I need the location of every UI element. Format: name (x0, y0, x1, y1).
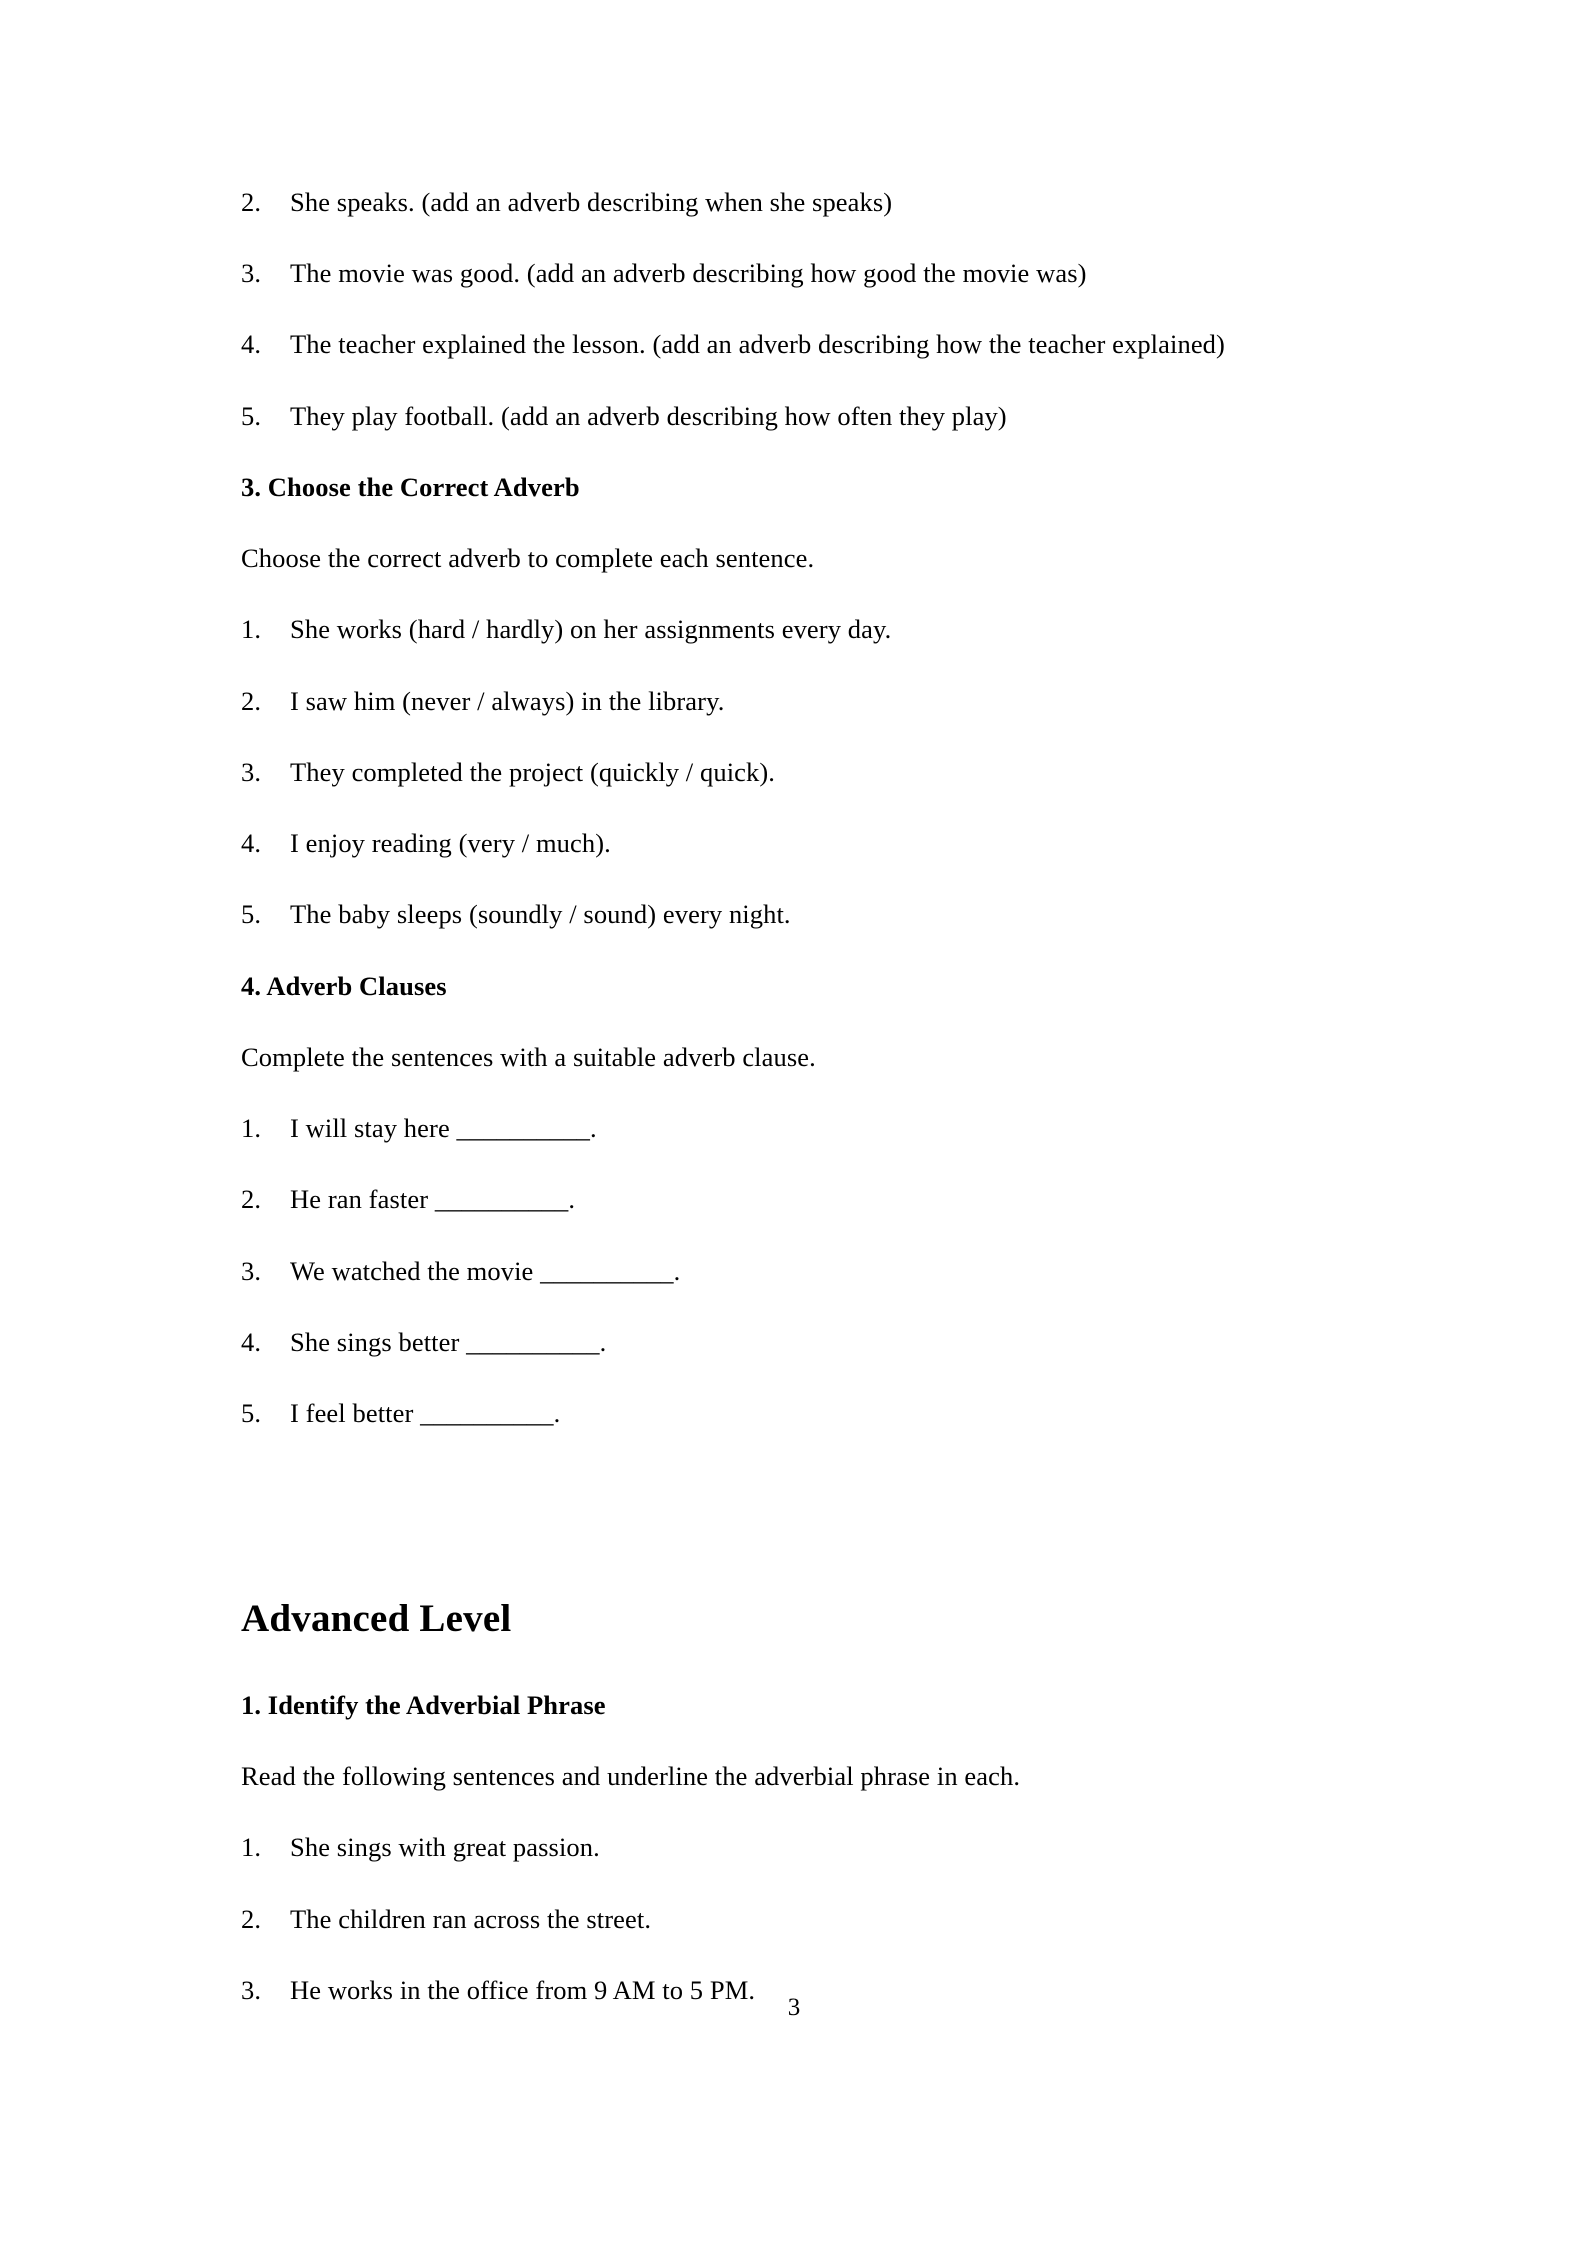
list-item-marker: 2. (241, 1184, 262, 1215)
list-item (241, 755, 1351, 790)
list-item (241, 256, 1351, 291)
page-content (241, 185, 1351, 2044)
list-item-text-with-blank: I feel better __________. (290, 1397, 561, 1428)
section-instruction-choose-adverb: Choose the correct adverb to complete each sentence. (241, 543, 815, 574)
list-item-marker: 5. (241, 1397, 262, 1428)
list-item-marker: 4. (241, 329, 262, 360)
list-item-text: The movie was good. (add an adverb describing how good the movie was) (290, 258, 1087, 289)
list-item-text: He works in the office from 9 AM to 5 PM. (290, 1974, 756, 2005)
section-heading-identify-adverbial-phrase: 1. Identify the Adverbial Phrase (241, 1689, 606, 1720)
list-item (241, 1396, 1351, 1431)
section-instruction-adverb-clauses: Complete the sentences with a suitable adverb clause. (241, 1041, 816, 1072)
list-item-marker: 1. (241, 1113, 262, 1144)
list-item-text: They completed the project (quickly / quick). (290, 756, 776, 787)
list-item-marker: 4. (241, 1326, 262, 1357)
list-item-marker: 3. (241, 756, 262, 787)
list-item-marker: 2. (241, 1903, 262, 1934)
choose-adverb-list (241, 612, 1351, 932)
section-heading-choose-adverb: 3. Choose the Correct Adverb (241, 471, 580, 502)
level-heading-advanced: Advanced Level (241, 1597, 512, 1641)
list-item-text: The children ran across the street. (290, 1903, 652, 1934)
list-item-marker: 3. (241, 258, 262, 289)
list-item-text-with-blank: He ran faster __________. (290, 1184, 576, 1215)
section-heading-adverb-clauses: 4. Adverb Clauses (241, 970, 447, 1001)
list-item (241, 1111, 1351, 1146)
list-item-text: I enjoy reading (very / much). (290, 828, 611, 859)
list-item-text: They play football. (add an adverb describing how often they play) (290, 400, 1007, 431)
list-item-marker: 1. (241, 614, 262, 645)
list-item-text-with-blank: She sings better __________. (290, 1326, 607, 1357)
list-item (241, 1325, 1351, 1360)
section-spacer (241, 1467, 1351, 1595)
list-item-text: She works (hard / hardly) on her assignments every day. (290, 614, 892, 645)
list-item (241, 684, 1351, 719)
list-item (241, 1830, 1351, 1865)
list-item-marker: 1. (241, 1832, 262, 1863)
list-item-text: I saw him (never / always) in the library. (290, 685, 725, 716)
list-item (241, 826, 1351, 861)
continued-exercise-list (241, 185, 1351, 434)
list-item-marker: 3. (241, 1974, 262, 2005)
identify-adverbial-phrase-list (241, 1830, 1351, 2008)
list-item-text: The teacher explained the lesson. (add an adverb describing how the teacher explained) (290, 329, 1225, 360)
list-item-marker: 2. (241, 685, 262, 716)
list-item (241, 399, 1351, 434)
list-item (241, 612, 1351, 647)
list-item-text: She speaks. (add an adverb describing when she speaks) (290, 187, 893, 217)
list-item-marker: 5. (241, 899, 262, 930)
list-item (241, 897, 1351, 932)
list-item-text-with-blank: I will stay here __________. (290, 1113, 597, 1144)
list-item (241, 1254, 1351, 1289)
list-item-text-with-blank: We watched the movie __________. (290, 1255, 681, 1286)
list-item-marker: 2. (241, 187, 262, 217)
list-item-marker: 5. (241, 400, 262, 431)
list-item-text: The baby sleeps (soundly / sound) every night. (290, 899, 791, 930)
list-item (241, 327, 1351, 362)
list-item (241, 1182, 1351, 1217)
list-item (241, 185, 1351, 220)
list-item-marker: 4. (241, 828, 262, 859)
list-item-text: She sings with great passion. (290, 1832, 600, 1863)
list-item (241, 1902, 1351, 1937)
page-number: 3 (787, 1994, 801, 2021)
section-instruction-identify-adverbial-phrase: Read the following sentences and underline the adverbial phrase in each. (241, 1761, 1021, 1792)
list-item-marker: 3. (241, 1255, 262, 1286)
adverb-clauses-list (241, 1111, 1351, 1431)
